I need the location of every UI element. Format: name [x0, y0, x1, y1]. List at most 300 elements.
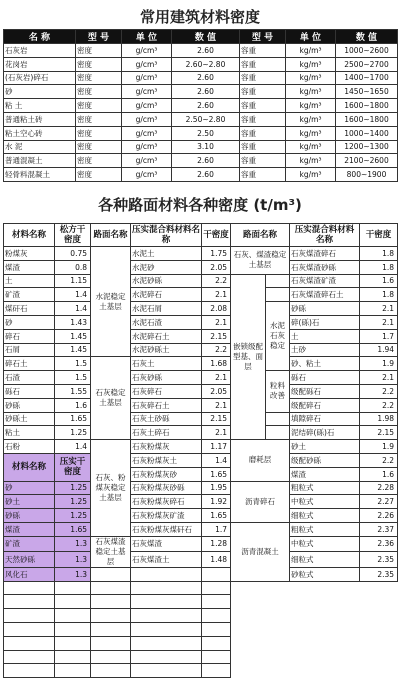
mix-material: 石灰粉煤灰矿渣	[131, 509, 202, 523]
t1-header-cell: 单 位	[122, 30, 172, 44]
material-name: 煤渣	[4, 522, 55, 536]
table-row	[4, 440, 398, 454]
table-cell: kg/m³	[286, 154, 336, 168]
dry-density: 2.05	[202, 260, 231, 274]
dry-density	[202, 650, 231, 664]
table-row	[4, 274, 398, 288]
dry-density: 1.6	[360, 274, 398, 288]
mix-material: 细粒式	[290, 552, 360, 568]
table-row	[4, 522, 398, 536]
table-cell: 2100~2600	[336, 154, 398, 168]
dry-density: 1.98	[360, 412, 398, 426]
dry-density	[202, 581, 231, 595]
material-name: 天然砂砾	[4, 552, 55, 568]
col-header-road-name-2: 路面名称	[231, 224, 290, 247]
road-group-name	[91, 581, 131, 595]
road-group-name: 水泥稳定土基层	[91, 247, 131, 357]
t1-header-cell: 数 值	[336, 30, 398, 44]
table-cell: 石灰岩	[4, 44, 76, 58]
dry-density: 1.8	[360, 247, 398, 261]
compact-density	[55, 609, 91, 623]
table-cell: 3.10	[172, 140, 240, 154]
dry-density: 1.48	[202, 552, 231, 568]
mix-material: 泥结碎(砾)石	[290, 426, 360, 440]
table-cell: 密度	[76, 99, 122, 113]
compact-density: 1.25	[55, 481, 91, 495]
mix-material: 石灰土碎石	[131, 426, 202, 440]
table-cell: g/cm³	[122, 168, 172, 182]
table-row	[4, 44, 398, 58]
mix-material: 石灰粉煤灰碎石	[131, 495, 202, 509]
mix-material: 石灰碎石土	[131, 398, 202, 412]
table-row	[4, 57, 398, 71]
table-cell: 2.50	[172, 126, 240, 140]
t1-header-cell: 单 位	[286, 30, 336, 44]
table-cell: 1600~1800	[336, 99, 398, 113]
material-name	[4, 595, 55, 609]
table-cell: kg/m³	[286, 168, 336, 182]
material-name: 石粉	[4, 440, 55, 454]
table-cell: kg/m³	[286, 57, 336, 71]
table-cell: 容重	[240, 126, 286, 140]
road-subgroup-name: 粒料改善	[266, 371, 290, 412]
road-group-name	[91, 595, 131, 609]
table-cell: 密度	[76, 57, 122, 71]
material-name: 粉煤灰	[4, 247, 55, 261]
table-row	[4, 99, 398, 113]
loose-density: 0.8	[55, 260, 91, 274]
building-material-density-table	[3, 29, 398, 182]
table-row	[4, 495, 398, 509]
dry-density: 2.2	[360, 398, 398, 412]
mix-material: 级配砂砾	[290, 453, 360, 467]
road-group-name: 磨耗层	[231, 440, 290, 481]
mix-material: 水泥砂砾土	[131, 343, 202, 357]
table-cell: kg/m³	[286, 71, 336, 85]
compact-density	[55, 581, 91, 595]
material-name: 矿渣	[4, 288, 55, 302]
mix-material: 水泥砂	[131, 260, 202, 274]
table-row	[4, 622, 398, 636]
mix-material: 水泥砂砾	[131, 274, 202, 288]
material-name: 粘土	[4, 426, 55, 440]
road-group-name	[91, 622, 131, 636]
table-cell: 2.60	[172, 168, 240, 182]
table-cell: 密度	[76, 140, 122, 154]
road-material-density-table	[3, 223, 398, 678]
table-cell: 1400~1700	[336, 71, 398, 85]
material-name: 砾石	[4, 384, 55, 398]
road-group-name: 石灰、粉煤灰稳定土基层	[91, 440, 131, 537]
col-header-road-name: 路面名称	[91, 224, 131, 247]
mix-material: 中粒式	[290, 536, 360, 552]
table-cell: 容重	[240, 168, 286, 182]
material-name: 砂砾	[4, 398, 55, 412]
table-row	[4, 112, 398, 126]
dry-density: 2.05	[202, 384, 231, 398]
table-row	[4, 302, 398, 316]
dry-density: 1.7	[202, 522, 231, 536]
dry-density: 2.35	[360, 552, 398, 568]
mix-material: 粗粒式	[290, 522, 360, 536]
material-name	[4, 650, 55, 664]
mix-material: 石灰煤渣	[131, 536, 202, 552]
t1-header-cell: 型 号	[240, 30, 286, 44]
table-cell: 容重	[240, 154, 286, 168]
table-row	[4, 567, 398, 581]
mix-material: 煤渣	[290, 467, 360, 481]
table-cell: 容重	[240, 85, 286, 99]
material-name: 砂	[4, 481, 55, 495]
table-row	[4, 636, 398, 650]
compact-density	[55, 650, 91, 664]
dry-density: 2.1	[202, 398, 231, 412]
dry-density	[202, 636, 231, 650]
table-cell: 1200~1300	[336, 140, 398, 154]
table-row	[4, 85, 398, 99]
dry-density: 2.1	[202, 426, 231, 440]
table-row	[4, 371, 398, 385]
dry-density: 1.92	[202, 495, 231, 509]
table-cell: g/cm³	[122, 71, 172, 85]
dry-density: 1.9	[360, 440, 398, 454]
dry-density: 1.6	[360, 467, 398, 481]
dry-density: 1.95	[202, 481, 231, 495]
table-row	[4, 650, 398, 664]
mix-material: 石灰煤渣碎石	[290, 247, 360, 261]
table-row	[4, 288, 398, 302]
material-name: 砂砾土	[4, 412, 55, 426]
mix-material	[131, 636, 202, 650]
compact-density: 1.25	[55, 495, 91, 509]
table-row	[4, 329, 398, 343]
table-cell: kg/m³	[286, 44, 336, 58]
table-cell: 粘 土	[4, 99, 76, 113]
material-name: 砂砾	[4, 509, 55, 523]
dry-density: 2.15	[202, 329, 231, 343]
mix-material: 石灰土	[131, 357, 202, 371]
road-subgroup-name	[266, 426, 290, 440]
table-row	[4, 664, 398, 678]
table-cell: 花岗岩	[4, 57, 76, 71]
table-cell: g/cm³	[122, 85, 172, 99]
mix-material: 碎(砾)石	[290, 315, 360, 329]
table-cell: g/cm³	[122, 44, 172, 58]
table-cell: 2.60	[172, 85, 240, 99]
table-row	[4, 453, 398, 467]
table-row	[4, 168, 398, 182]
mix-material: 粗粒式	[290, 481, 360, 495]
mix-material: 石灰煤渣砂砾	[290, 260, 360, 274]
mix-material	[131, 664, 202, 678]
dry-density: 1.9	[360, 357, 398, 371]
dry-density: 1.94	[360, 343, 398, 357]
road-group-name	[91, 650, 131, 664]
loose-density: 0.75	[55, 247, 91, 261]
dry-density	[202, 664, 231, 678]
mix-material: 水泥土	[131, 247, 202, 261]
table-cell: 容重	[240, 44, 286, 58]
dry-density: 1.75	[202, 247, 231, 261]
table-cell: 轻骨料混凝土	[4, 168, 76, 182]
dry-density: 2.27	[360, 495, 398, 509]
table-cell: 1000~2600	[336, 44, 398, 58]
mix-material: 石灰煤渣土	[131, 552, 202, 568]
dry-density	[202, 567, 231, 581]
material-name	[4, 664, 55, 678]
dry-density: 1.8	[360, 288, 398, 302]
mix-material: 水泥碎石土	[131, 329, 202, 343]
mix-material: 填隙碎石	[290, 412, 360, 426]
road-subgroup-name	[266, 274, 290, 288]
material-name: 矿渣	[4, 536, 55, 552]
compact-density: 1.3	[55, 552, 91, 568]
table-cell: 800~1900	[336, 168, 398, 182]
mix-material: 砾石	[290, 371, 360, 385]
dry-density: 1.65	[202, 509, 231, 523]
dry-density: 2.08	[202, 302, 231, 316]
col-header-dry-density: 干密度	[202, 224, 231, 247]
table-cell: kg/m³	[286, 99, 336, 113]
loose-density: 1.55	[55, 384, 91, 398]
table-cell: g/cm³	[122, 99, 172, 113]
material-name: 砂	[4, 315, 55, 329]
dry-density: 1.28	[202, 536, 231, 552]
col-header-mix-material: 压实混合料材料名称	[132, 225, 201, 245]
road-group-name: 石灰稳定土基层	[91, 357, 131, 440]
table-row	[4, 126, 398, 140]
table-cell: 1000~1400	[336, 126, 398, 140]
table-row	[4, 412, 398, 426]
table-cell: 密度	[76, 154, 122, 168]
table-cell: 2.60	[172, 71, 240, 85]
table-cell: 粘土空心砖	[4, 126, 76, 140]
table-cell: 普通粘土砖	[4, 112, 76, 126]
dry-density: 2.1	[202, 315, 231, 329]
mix-material	[131, 650, 202, 664]
compact-density: 1.3	[55, 567, 91, 581]
mix-material	[131, 609, 202, 623]
table-row	[4, 315, 398, 329]
table-cell: kg/m³	[286, 126, 336, 140]
mix-material: 砂粒式	[290, 567, 360, 581]
compact-density	[55, 636, 91, 650]
road-group-name: 沥青碎石	[231, 481, 290, 522]
road-subgroup-name	[266, 288, 290, 302]
loose-density: 1.4	[55, 440, 91, 454]
t1-header-cell: 名 称	[4, 30, 76, 44]
mix-material: 石灰粉煤灰土	[131, 453, 202, 467]
left2-header-density: 压实干密度	[55, 453, 91, 481]
mix-material: 石灰砂砾	[131, 371, 202, 385]
table-cell: 密度	[76, 168, 122, 182]
table-cell: kg/m³	[286, 140, 336, 154]
material-name: 砂土	[4, 495, 55, 509]
loose-density: 1.43	[55, 315, 91, 329]
mix-material: 级配碎石	[290, 398, 360, 412]
loose-density: 1.5	[55, 371, 91, 385]
dry-density: 2.1	[360, 315, 398, 329]
mix-material: 土	[290, 329, 360, 343]
mix-material: 石灰煤渣碎石土	[290, 288, 360, 302]
dry-density: 2.1	[360, 371, 398, 385]
dry-density: 2.37	[360, 522, 398, 536]
mix-material	[131, 622, 202, 636]
col-header-material: 材料名称	[4, 224, 55, 247]
material-name	[4, 609, 55, 623]
dry-density: 2.2	[202, 274, 231, 288]
mix-material: 石灰粉煤灰	[131, 440, 202, 454]
dry-density: 2.1	[360, 302, 398, 316]
mix-material: 砂砾	[290, 302, 360, 316]
material-name: 碎石	[4, 329, 55, 343]
table-cell: 密度	[76, 112, 122, 126]
table-row	[4, 357, 398, 371]
compact-density: 1.65	[55, 522, 91, 536]
road-group-name: 嵌锁级配型基、面层	[231, 274, 266, 440]
loose-density: 1.5	[55, 357, 91, 371]
table-cell: 密度	[76, 85, 122, 99]
table-cell: 1600~1800	[336, 112, 398, 126]
dry-density: 2.28	[360, 481, 398, 495]
material-name: 碎石土	[4, 357, 55, 371]
material-name	[4, 636, 55, 650]
compact-density	[55, 622, 91, 636]
table-cell: g/cm³	[122, 126, 172, 140]
road-group-name: 沥青混凝土	[231, 522, 290, 581]
road-group-name	[91, 609, 131, 623]
loose-density: 1.45	[55, 343, 91, 357]
page-title-building-density: 常用建筑材料密度	[139, 8, 260, 26]
compact-density: 1.25	[55, 509, 91, 523]
loose-density: 1.6	[55, 398, 91, 412]
table-cell: 容重	[240, 71, 286, 85]
material-name: 煤渣	[4, 260, 55, 274]
mix-material: 土砂	[290, 343, 360, 357]
table-row	[4, 247, 398, 261]
table-row	[4, 509, 398, 523]
table-cell: 容重	[240, 99, 286, 113]
road-group-name: 石灰煤渣稳定土基层	[91, 536, 131, 567]
loose-density: 1.4	[55, 288, 91, 302]
dry-density: 2.15	[360, 426, 398, 440]
mix-material: 级配砾石	[290, 384, 360, 398]
road-group-name	[91, 567, 131, 581]
dry-density: 2.36	[360, 536, 398, 552]
dry-density: 2.2	[202, 343, 231, 357]
col-header-dry-density-2: 干密度	[360, 224, 398, 247]
compact-density: 1.3	[55, 536, 91, 552]
loose-density: 1.15	[55, 274, 91, 288]
dry-density: 1.8	[360, 260, 398, 274]
table-row	[4, 140, 398, 154]
mix-material	[131, 581, 202, 595]
mix-material: 中粒式	[290, 495, 360, 509]
material-name: 石渣	[4, 371, 55, 385]
table-row	[4, 154, 398, 168]
mix-material	[131, 567, 202, 581]
mix-material: 水泥石屑	[131, 302, 202, 316]
table-row	[4, 260, 398, 274]
mix-material: 石灰粉煤灰煤矸石	[131, 522, 202, 536]
mix-material: 水泥碎石	[131, 288, 202, 302]
road-group-name: 石灰、煤渣稳定土基层	[231, 247, 290, 275]
material-name	[4, 622, 55, 636]
table-cell: kg/m³	[286, 112, 336, 126]
dry-density: 1.68	[202, 357, 231, 371]
road-subgroup-name	[266, 412, 290, 426]
mix-material: 水泥石渣	[131, 315, 202, 329]
mix-material: 砂土	[290, 440, 360, 454]
table-cell: (石灰岩)碎石	[4, 71, 76, 85]
material-name: 土	[4, 274, 55, 288]
table-cell: 砂	[4, 85, 76, 99]
dry-density: 2.35	[360, 567, 398, 581]
col-header-mix-material-2: 压实混合料材料名称	[290, 224, 360, 247]
material-name: 石屑	[4, 343, 55, 357]
material-name: 风化石	[4, 567, 55, 581]
table-row	[4, 552, 398, 568]
dry-density	[202, 609, 231, 623]
table-row	[4, 536, 398, 552]
table-cell: g/cm³	[122, 140, 172, 154]
table-cell: 2.60	[172, 154, 240, 168]
col-header-loose-density: 松方干密度	[55, 224, 91, 247]
road-subgroup-name: 水泥石灰稳定	[266, 302, 290, 371]
loose-density: 1.4	[55, 302, 91, 316]
dry-density: 1.17	[202, 440, 231, 454]
left2-header-material: 材料名称	[4, 453, 55, 481]
compact-density	[55, 664, 91, 678]
dry-density: 2.2	[360, 453, 398, 467]
table-cell: 2.60~2.80	[172, 57, 240, 71]
dry-density	[202, 595, 231, 609]
mix-material: 石灰粉煤灰砂砾	[131, 481, 202, 495]
mix-material: 石灰粉煤灰砂	[131, 467, 202, 481]
table-cell: 2.60	[172, 44, 240, 58]
table-cell: 2.60	[172, 99, 240, 113]
table-cell: 1450~1650	[336, 85, 398, 99]
table-cell: 水 泥	[4, 140, 76, 154]
dry-density: 1.7	[360, 329, 398, 343]
table-row	[4, 481, 398, 495]
table-cell: 容重	[240, 112, 286, 126]
page-title-road-density: 各种路面材料各种密度 (t/m³)	[98, 196, 302, 214]
mix-material: 细粒式	[290, 509, 360, 523]
dry-density: 2.15	[202, 412, 231, 426]
table-row	[4, 426, 398, 440]
material-name: 煤矸石	[4, 302, 55, 316]
table-cell: 2.50~2.80	[172, 112, 240, 126]
table-cell: g/cm³	[122, 154, 172, 168]
compact-density	[55, 595, 91, 609]
dry-density: 1.65	[202, 467, 231, 481]
loose-density: 1.45	[55, 329, 91, 343]
table-cell: 容重	[240, 140, 286, 154]
table-cell: g/cm³	[122, 57, 172, 71]
table-row	[4, 595, 398, 609]
table-cell: 容重	[240, 57, 286, 71]
dry-density: 2.26	[360, 509, 398, 523]
dry-density	[202, 622, 231, 636]
mix-material	[131, 595, 202, 609]
road-group-name	[91, 664, 131, 678]
loose-density: 1.65	[55, 412, 91, 426]
dry-density: 2.2	[360, 384, 398, 398]
table-cell: 密度	[76, 44, 122, 58]
material-name	[4, 581, 55, 595]
table-row	[4, 581, 398, 595]
